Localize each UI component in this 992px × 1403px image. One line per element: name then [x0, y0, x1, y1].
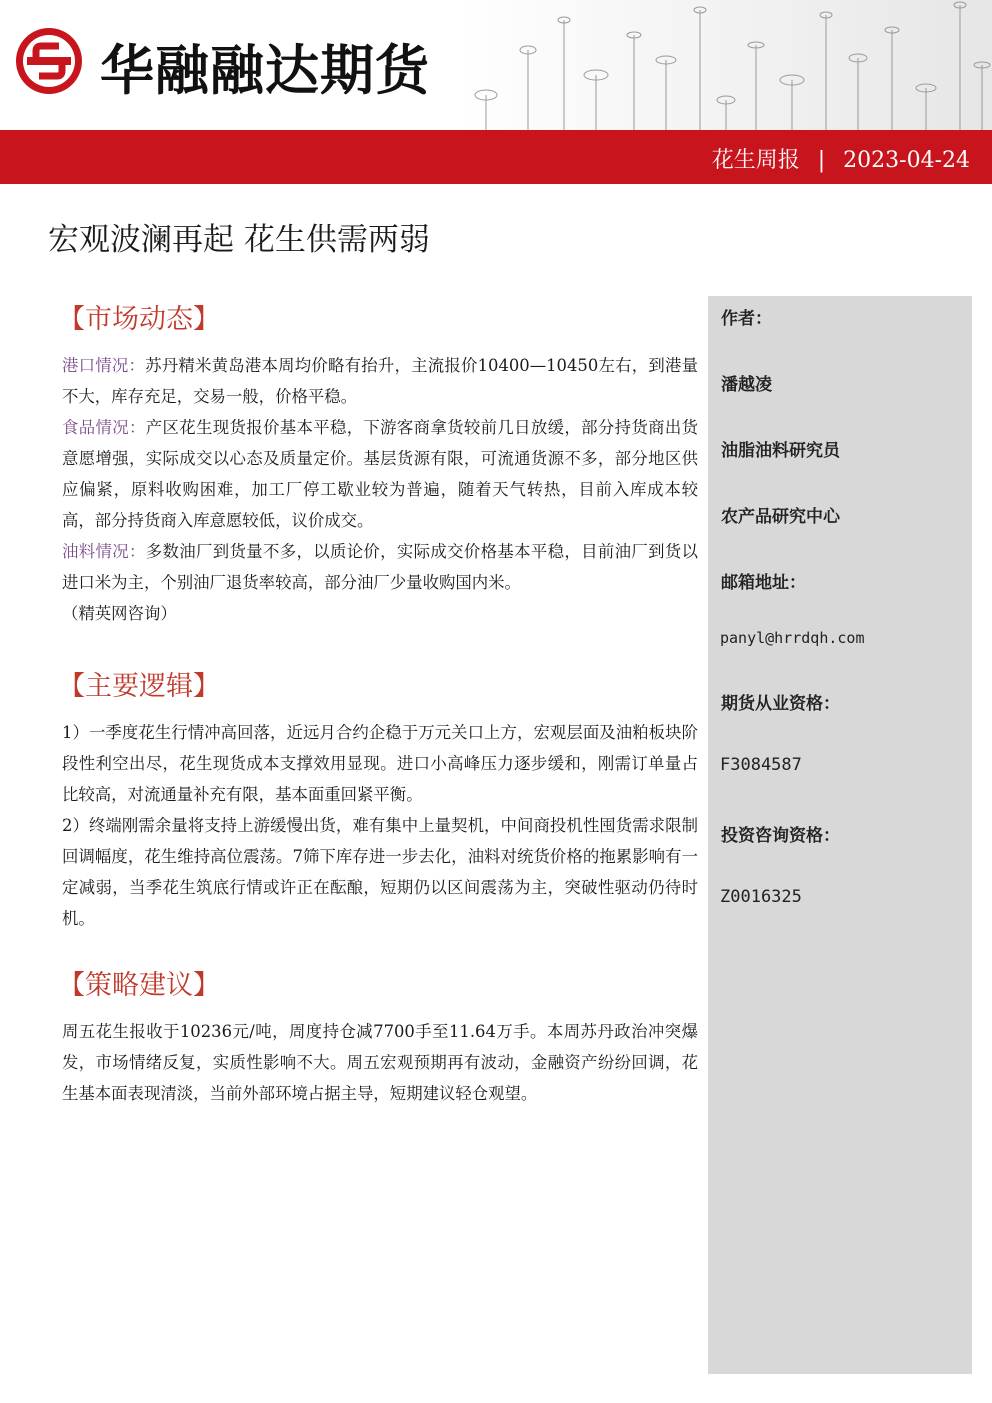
food-text: 产区花生现货报价基本平稳，下游客商拿货较前几日放缓，部分持货商出货意愿增强，实际成交以心态及质量定价。基层货源有限，可流通货源不多，部分地区供应偏紧，原料收购困难，加工厂停工歇业较为普遍，随着天气转热，目前入库成本较高，部分持货商入库意愿较低，议价成交。 [62, 418, 699, 530]
email-label: 邮箱地址： [721, 573, 806, 593]
source-note: （精英网咨询） [62, 604, 177, 623]
header-decoration [456, 0, 992, 130]
company-name: 华融融达期货 [100, 39, 430, 102]
report-title: 宏观波澜再起 花生供需两弱 [48, 222, 430, 258]
report-type: 花生周报 [711, 148, 800, 173]
page-header [0, 0, 992, 130]
author-label: 作者： [721, 309, 772, 329]
logic-heading: 【主要逻辑】 [58, 671, 220, 702]
food-paragraph [62, 412, 698, 536]
license-value: F3084587 [720, 755, 802, 775]
logic-point-1: 1）一季度花生行情冲高回落，近远月合约企稳于万元关口上方，宏观层面及油粕板块阶段性利空出尽，花生现货成本支撑效用显现。进口小高峰压力逐步缓和，刚需订单量占比较高，对流通量补充有限，基本面重回紧平衡。 [62, 723, 698, 804]
report-date: 2023-04-24 [843, 148, 970, 173]
port-text: 苏丹精米黄岛港本周均价略有抬升，主流报价10400—10450左右，到港量不大，库存充足，交易一般，价格平稳。 [62, 356, 699, 406]
advisory-value: Z0016325 [720, 887, 802, 907]
oil-text: 多数油厂到货量不多，以质论价，实际成交价格基本平稳，目前油厂到货以进口米为主，个别油厂退货率较高，部分油厂少量收购国内米。 [62, 542, 699, 592]
author-title: 油脂油料研究员 [721, 441, 840, 461]
license-label: 期货从业资格： [721, 694, 840, 714]
company-logo-icon [14, 26, 84, 96]
report-banner [712, 143, 970, 174]
market-heading: 【市场动态】 [58, 304, 220, 335]
oil-paragraph [62, 536, 698, 598]
food-label: 食品情况： [62, 418, 146, 437]
department: 农产品研究中心 [721, 507, 840, 527]
port-label: 港口情况： [62, 356, 146, 375]
advisory-label: 投资咨询资格： [721, 826, 840, 846]
email-value: panyl@hrrdqh.com [720, 629, 865, 647]
oil-label: 油料情况： [62, 542, 146, 561]
author-sidebar [708, 296, 972, 1374]
port-paragraph [62, 350, 698, 412]
banner-separator: | [817, 148, 826, 173]
strategy-heading: 【策略建议】 [58, 970, 220, 1001]
main-content [58, 298, 699, 1109]
logic-point-2: 2）终端刚需余量将支持上游缓慢出货，难有集中上量契机，中间商投机性囤货需求限制回调幅度，花生维持高位震荡。7筛下库存进一步去化，油料对统货价格的拖累影响有一定减弱，当季花生筑底行情或许正在酝酿，短期仍以区间震荡为主，突破性驱动仍待时机。 [62, 816, 698, 928]
strategy-text: 周五花生报收于10236元/吨，周度持仓减7700手至11.64万手。本周苏丹政治冲突爆发，市场情绪反复，实质性影响不大。周五宏观预期再有波动，金融资产纷纷回调，花生基本面表现清淡，当前外部环境占据主导，短期建议轻仓观望。 [62, 1022, 698, 1103]
author-name: 潘越凌 [721, 375, 772, 395]
